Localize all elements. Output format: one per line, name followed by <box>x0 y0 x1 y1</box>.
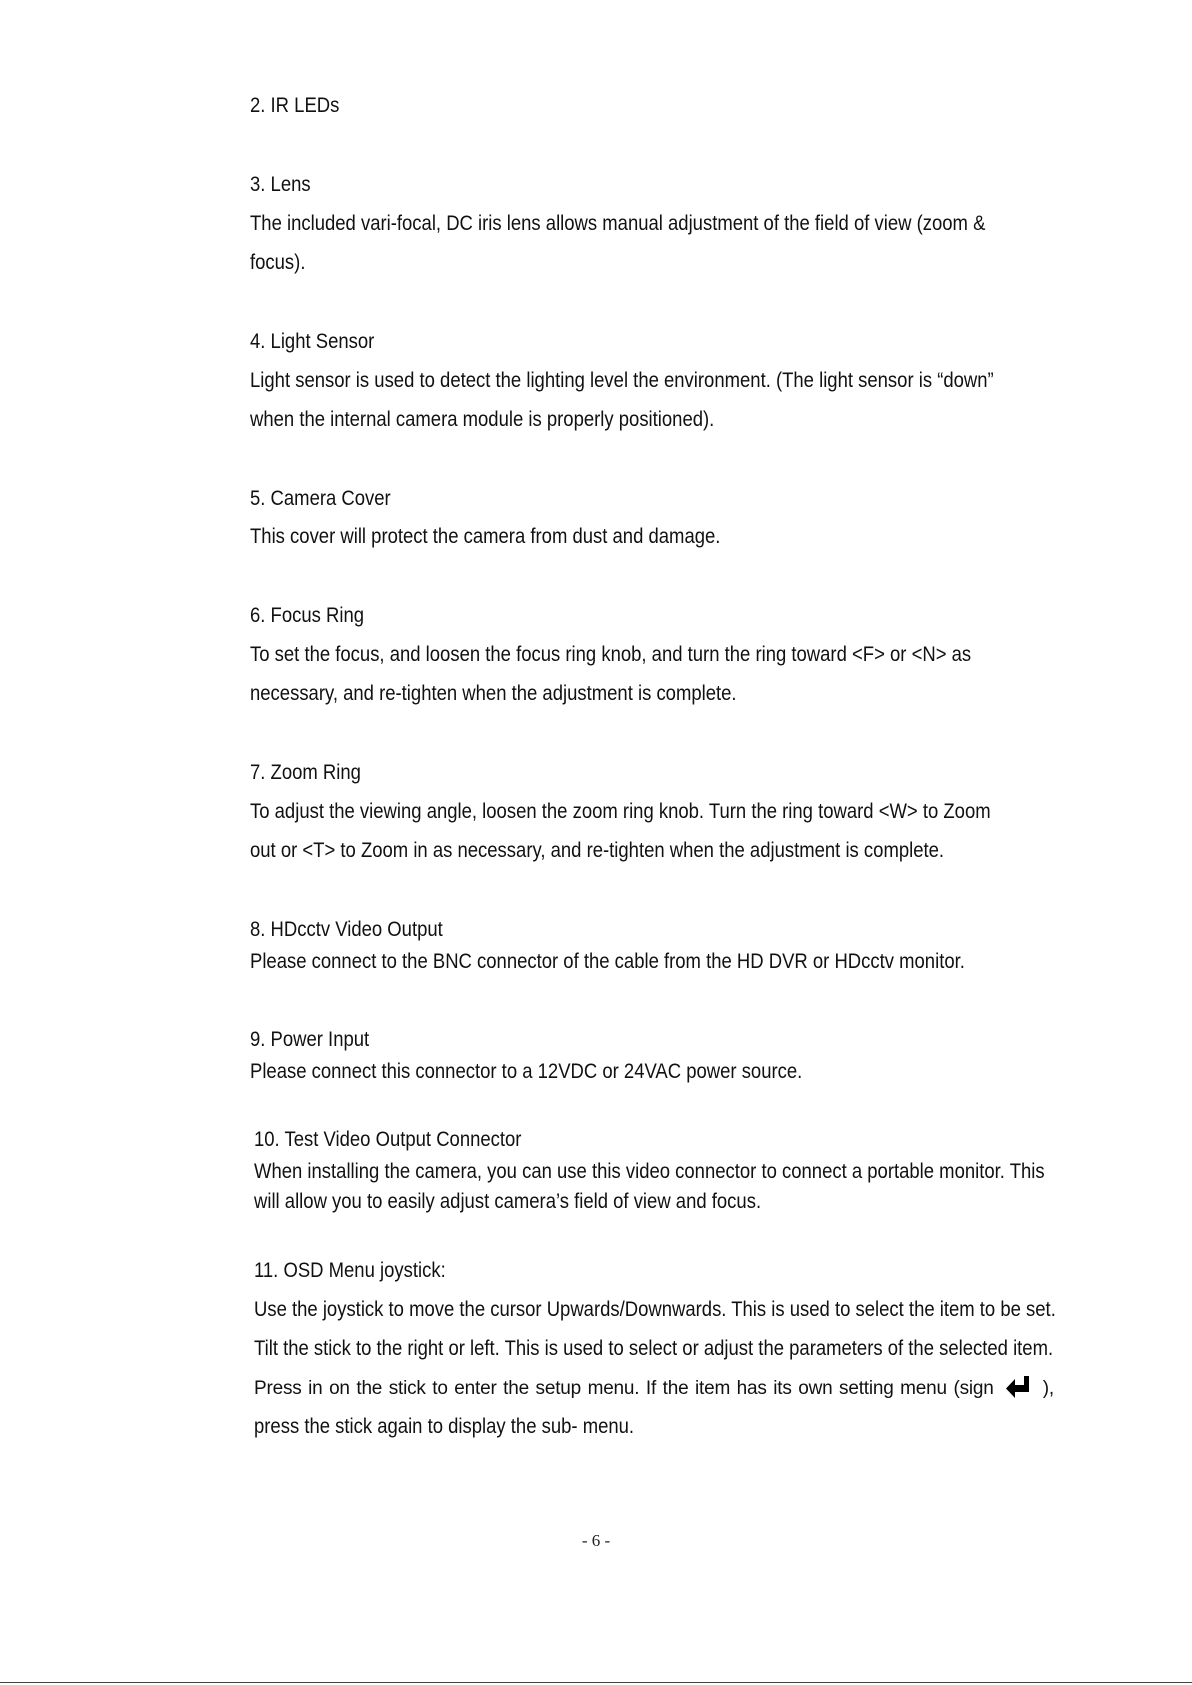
focus-ring-text-line-1: To set the focus, and loosen the focus ring knob, and turn the ring toward <F> or <N> as <box>250 643 972 666</box>
enter-arrow-icon <box>1004 1374 1034 1400</box>
camera-cover-text-line-1: This cover will protect the camera from dust and damage. <box>250 525 721 548</box>
page-number: - 6 - <box>581 1531 611 1550</box>
osd-joystick-text-line-4: press the stick again to display the sub- menu. <box>254 1415 635 1438</box>
section-heading-focus-ring: 6. Focus Ring <box>250 604 365 627</box>
light-sensor-text-line-2: when the internal camera module is properly positioned). <box>250 408 715 431</box>
osd-joystick-text-line-2: Tilt the stick to the right or left. This is used to select or adjust the parameters of the selected item. <box>254 1337 1054 1360</box>
osd-line3-end: ), <box>1042 1378 1054 1399</box>
section-heading-test-video-output: 10. Test Video Output Connector <box>254 1128 522 1151</box>
power-input-text-line-1: Please connect this connector to a 12VDC or 24VAC power source. <box>250 1060 803 1083</box>
section-heading-hdcctv-output: 8. HDcctv Video Output <box>250 918 443 941</box>
bottom-rule <box>0 1682 1192 1683</box>
hdcctv-output-text-line-1: Please connect to the BNC connector of the cable from the HD DVR or HDcctv monitor. <box>250 950 965 973</box>
lens-text-line-2: focus). <box>250 251 306 274</box>
section-heading-zoom-ring: 7. Zoom Ring <box>250 761 361 784</box>
test-video-output-text-line-2: will allow you to easily adjust camera’s field of view and focus. <box>254 1190 762 1213</box>
section-heading-lens: 3. Lens <box>250 173 311 196</box>
lens-text-line-1: The included vari-focal, DC iris lens allows manual adjustment of the field of view (zoom & <box>250 212 986 235</box>
section-heading-osd-joystick: 11. OSD Menu joystick: <box>254 1259 446 1282</box>
osd-line3-start: Press in on the stick to enter the setup menu. If the item has its own setting menu (sign <box>254 1378 994 1399</box>
zoom-ring-text-line-1: To adjust the viewing angle, loosen the zoom ring knob. Turn the ring toward <W> to Zoom <box>250 800 991 823</box>
section-heading-ir-leds: 2. IR LEDs <box>250 94 340 117</box>
test-video-output-text-line-1: When installing the camera, you can use this video connector to connect a portable monitor. This <box>254 1160 1045 1183</box>
section-heading-light-sensor: 4. Light Sensor <box>250 330 375 353</box>
focus-ring-text-line-2: necessary, and re-tighten when the adjustment is complete. <box>250 682 737 705</box>
section-heading-power-input: 9. Power Input <box>250 1028 370 1051</box>
section-heading-camera-cover: 5. Camera Cover <box>250 487 391 510</box>
light-sensor-text-line-1: Light sensor is used to detect the lighting level the environment. (The light sensor is “down” <box>250 369 994 392</box>
zoom-ring-text-line-2: out or <T> to Zoom in as necessary, and re-tighten when the adjustment is complete. <box>250 839 945 862</box>
osd-joystick-text-line-1: Use the joystick to move the cursor Upwards/Downwards. This is used to select the item to be set. <box>254 1298 1056 1321</box>
osd-joystick-text-line-3 <box>254 1374 1054 1403</box>
